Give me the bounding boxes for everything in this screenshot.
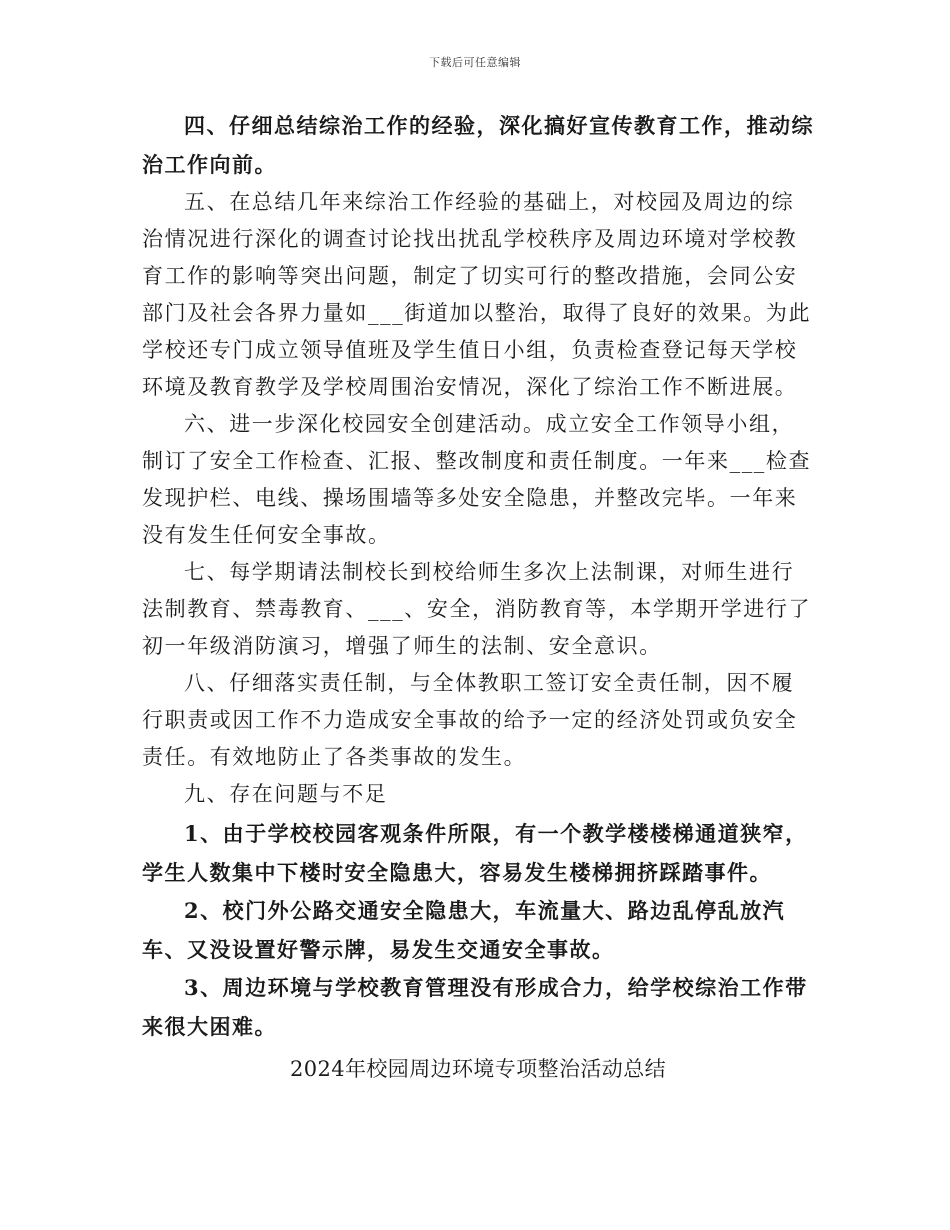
- next-document-title: 2024年校园周边环境专项整治活动总结: [289, 1057, 667, 1081]
- document-body: [142, 107, 814, 1088]
- paragraph-section-7: 七、每学期请法制校长到校给师生多次上法制课，对师生进行法制教育、禁毒教育、___、安全，消防教育等，本学期开学进行了初一年级消防演习，增强了师生的法制、安全意识。: [142, 560, 812, 658]
- page-header-note: 下载后可任意编辑: [429, 56, 521, 69]
- paragraph-issue-2: 2、校门外公路交通安全隐患大，车流量大、路边乱停乱放汽车、又没设置好警示牌，易发生交通安全事故。: [142, 898, 786, 962]
- paragraph-section-8: 八、仔细落实责任制，与全体教职工签订安全责任制，因不履行职责或因工作不力造成安全事故的给予一定的经济处罚或负安全责任。有效地防止了各类事故的发生。: [142, 671, 798, 769]
- paragraph-section-9-heading: 九、存在问题与不足: [184, 782, 388, 806]
- paragraph-section-5: 五、在总结几年来综治工作经验的基础上，对校园及周边的综治情况进行深化的调查讨论找出扰乱学校秩序及周边环境对学校教育工作的影响等突出问题，制定了切实可行的整改措施，会同公安部门及社会各界力量如___街道加以整治，取得了良好的效果。为此学校还专门成立领导值班及学生值日小组，负责检查登记每天学校环境及教育教学及学校周围治安情况，深化了综治工作不断进展。: [142, 190, 812, 399]
- paragraph-section-4: 四、仔细总结综治工作的经验，深化搞好宣传教育工作，推动综治工作向前。: [142, 113, 814, 177]
- paragraph-section-6: 六、进一步深化校园安全创建活动。成立安全工作领导小组，制订了安全工作检查、汇报、整改制度和责任制度。一年来___检查发现护栏、电线、操场围墙等多处安全隐患，并整改完毕。一年来没有发生任何安全事故。: [142, 412, 812, 547]
- paragraph-issue-1: 1、由于学校校园客观条件所限，有一个教学楼楼梯通道狭窄，学生人数集中下楼时安全隐患大，容易发生楼梯拥挤踩踏事件。: [142, 821, 808, 885]
- paragraph-issue-3: 3、周边环境与学校教育管理没有形成合力，给学校综治工作带来很大困难。: [142, 975, 808, 1039]
